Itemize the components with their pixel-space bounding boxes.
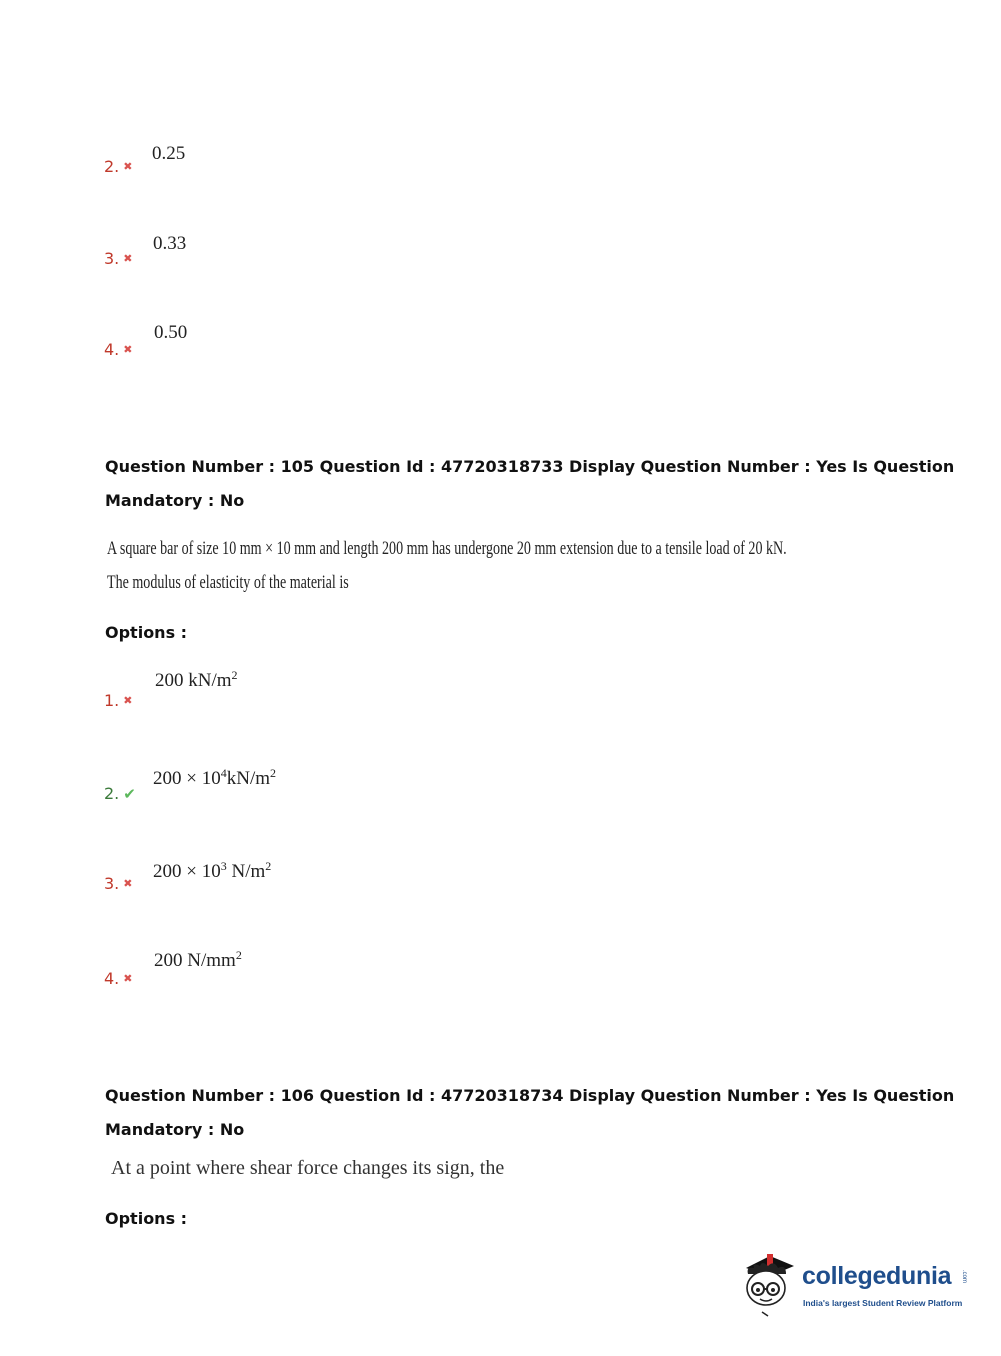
cross-icon: ✖ (123, 343, 133, 356)
option-number: 3. (104, 249, 120, 268)
option-number: 4. (104, 969, 120, 988)
prev-option-4-text: 0.50 (154, 322, 188, 343)
prev-option-2-number (104, 157, 132, 176)
cross-icon: ✖ (123, 252, 133, 265)
option-number: 3. (104, 874, 120, 893)
cross-icon: ✖ (123, 972, 133, 985)
option-number: 2. (104, 157, 120, 176)
q105-option-1-text (155, 668, 238, 692)
option-unit: N/m (226, 861, 266, 882)
logo-domain: .com (961, 1270, 967, 1284)
superscript: 3 (220, 859, 227, 873)
superscript: 2 (270, 766, 276, 780)
cross-icon: ✖ (123, 160, 133, 173)
collegedunia-logo (740, 1248, 970, 1320)
q105-header-line2: Mandatory : No (105, 491, 245, 510)
mascot-icon (740, 1248, 802, 1320)
q105-option-4-number (104, 969, 132, 988)
logo-tagline: India's largest Student Review Platform (803, 1298, 963, 1308)
option-text: 200 × 10 (153, 768, 221, 789)
q105-header-line1: Question Number : 105 Question Id : 47720318733 Display Question Number : Yes Is Question (105, 457, 955, 476)
option-text: 200 N/mm (154, 950, 236, 971)
superscript: 2 (265, 859, 272, 873)
q105-option-3-number (104, 874, 132, 893)
cross-icon: ✖ (123, 694, 133, 707)
option-text: 200 × 10 (153, 861, 221, 882)
q105-option-4-text (154, 948, 242, 972)
check-icon: ✔ (123, 785, 136, 803)
superscript: 4 (220, 766, 227, 780)
option-number: 4. (104, 340, 120, 359)
q105-question-text-line1: A square bar of size 10 mm × 10 mm and length 200 mm has undergone 20 mm extension due to a tensile load of 20 kN. (107, 538, 787, 559)
option-number: 2. (104, 784, 120, 803)
q105-question-text-line2: The modulus of elasticity of the material is (107, 572, 349, 593)
prev-option-3-number (104, 249, 132, 268)
option-unit: kN/m (226, 768, 270, 789)
q105-option-1-number (104, 691, 132, 710)
superscript: 2 (231, 668, 238, 682)
q105-option-2-number (104, 784, 136, 803)
option-text: 200 kN/m (155, 670, 232, 691)
prev-option-3-text: 0.33 (153, 233, 187, 254)
q106-header-line1: Question Number : 106 Question Id : 47720318734 Display Question Number : Yes Is Question (105, 1086, 955, 1105)
cross-icon: ✖ (123, 877, 133, 890)
q106-question-text: At a point where shear force changes its sign, the (111, 1157, 505, 1179)
q105-options-label: Options : (105, 623, 188, 642)
prev-option-2-text: 0.25 (152, 143, 186, 164)
q106-options-label: Options : (105, 1209, 188, 1228)
prev-option-4-number (104, 340, 132, 359)
superscript: 2 (235, 948, 242, 962)
logo-wordmark: collegedunia (802, 1262, 952, 1290)
q106-header-line2: Mandatory : No (105, 1120, 245, 1139)
option-number: 1. (104, 691, 120, 710)
q105-option-2-text (153, 766, 276, 790)
q105-option-3-text (153, 859, 271, 883)
